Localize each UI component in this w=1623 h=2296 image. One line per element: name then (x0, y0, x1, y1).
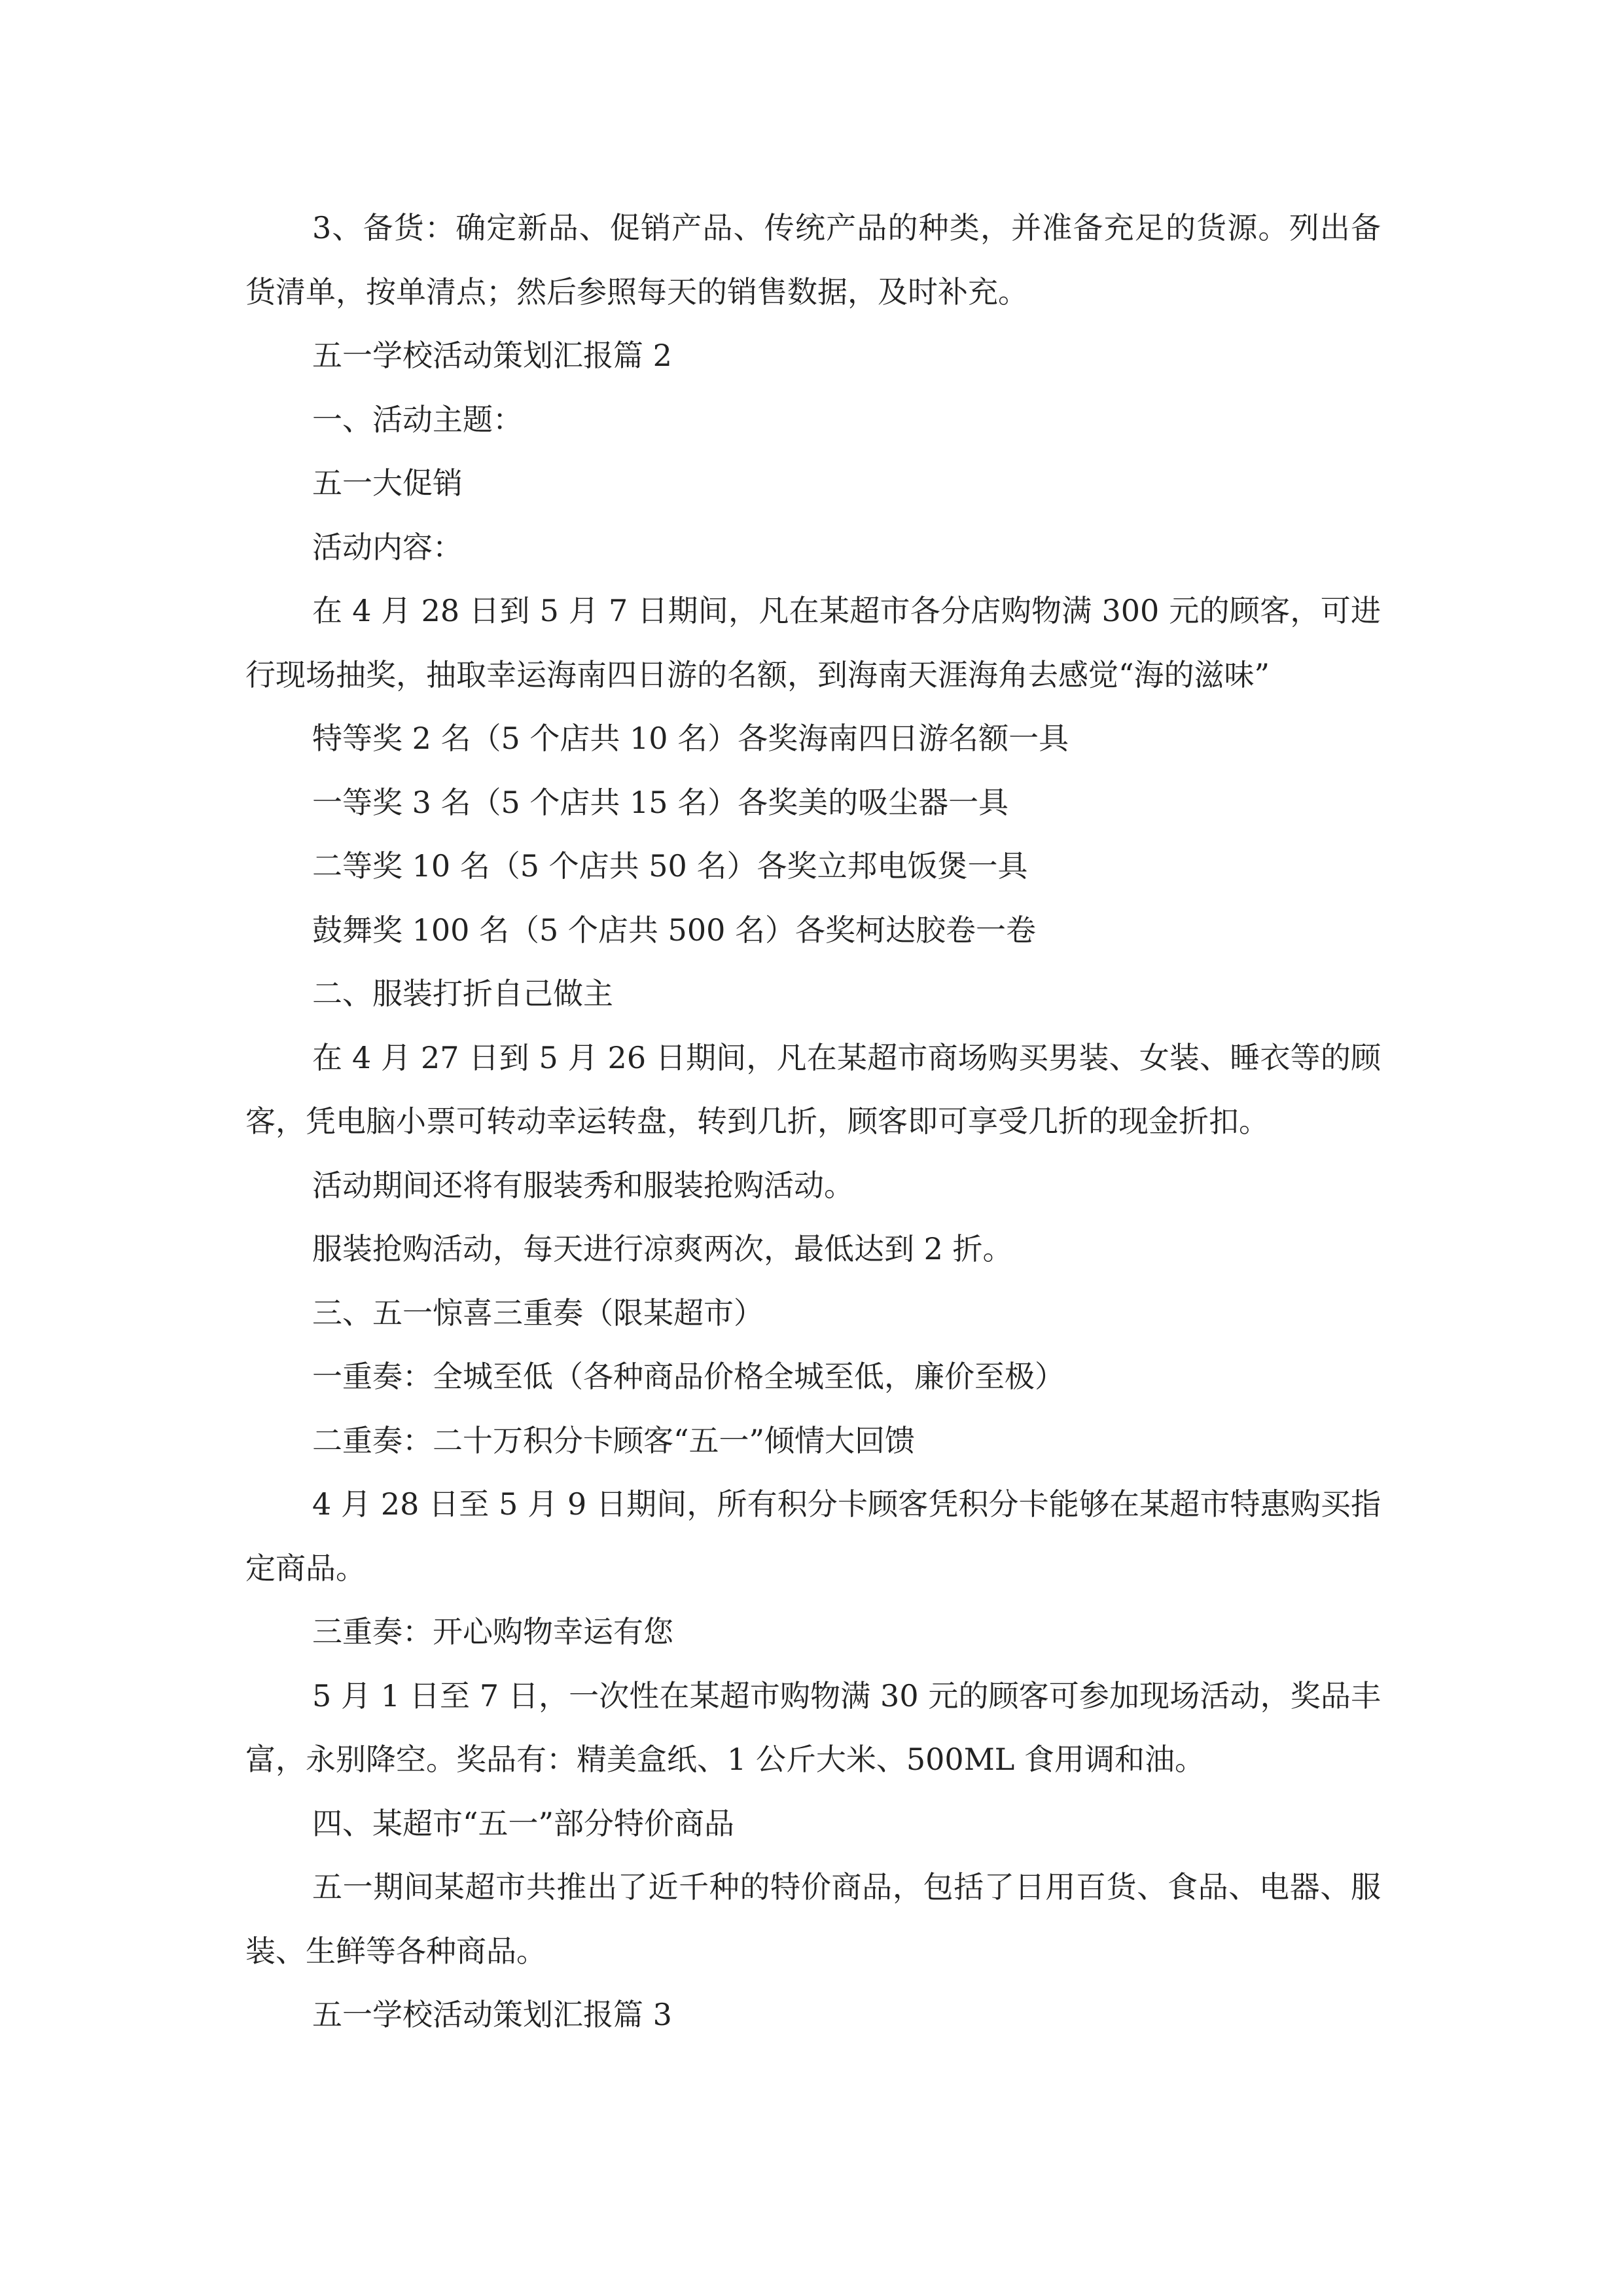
heading-clothing-discount: 二、服装打折自己做主 (312, 976, 613, 1011)
paragraph-fashion-show: 活动期间还将有服装秀和服装抢购活动。 (312, 1167, 854, 1203)
prize-encouragement: 鼓舞奖 100 名（5 个店共 500 名）各奖柯达胶卷一卷 (312, 912, 1036, 948)
paragraph-clothing-discount: 在 4 月 27 日到 5 月 26 日期间，凡在某超市商场购买男装、女装、睡衣等的顾客，凭电脑小票可转动幸运转盘，转到几折，顾客即可享受几折的现金折扣。 (245, 1039, 1381, 1139)
paragraph-special-offers: 五一期间某超市共推出了近千种的特价商品，包括了日用百货、食品、电器、服装、生鲜等各种商品。 (245, 1869, 1381, 1969)
paragraph-first-movement: 一重奏：全城至低（各种商品价格全城至低，廉价至极） (312, 1359, 1065, 1394)
paragraph-lottery-intro: 在 4 月 28 日到 5 月 7 日期间，凡在某超市各分店购物满 300 元的顾客，可进行现场抽奖，抽取幸运海南四日游的名额，到海南天涯海角去感觉“海的滋味” (245, 593, 1381, 692)
heading-activity-theme: 一、活动主题： (312, 401, 523, 437)
paragraph-points-card: 4 月 28 日至 5 月 9 日期间，所有积分卡顾客凭积分卡能够在某超市特惠购买指定商品。 (245, 1486, 1381, 1586)
prize-second: 二等奖 10 名（5 个店共 50 名）各奖立邦电饭煲一具 (312, 848, 1028, 884)
heading-activity-content: 活动内容： (312, 529, 463, 565)
paragraph-theme-name: 五一大促销 (312, 465, 463, 501)
heading-triple-surprise: 三、五一惊喜三重奏（限某超市） (312, 1295, 764, 1331)
paragraph-second-movement: 二重奏：二十万积分卡顾客“五一”倾情大回馈 (312, 1422, 916, 1458)
section-heading-part-3: 五一学校活动策划汇报篇 3 (312, 1997, 672, 2032)
section-heading-part-2: 五一学校活动策划汇报篇 2 (312, 338, 672, 373)
paragraph-stock-prep: 3、备货：确定新品、促销产品、传统产品的种类，并准备充足的货源。列出备货清单，按单清点；然后参照每天的销售数据，及时补充。 (245, 210, 1381, 310)
paragraph-third-movement: 三重奏：开心购物幸运有您 (312, 1614, 673, 1649)
paragraph-flash-sale: 服装抢购活动，每天进行凉爽两次，最低达到 2 折。 (312, 1231, 1013, 1266)
paragraph-onsite-activity: 5 月 1 日至 7 日，一次性在某超市购物满 30 元的顾客可参加现场活动，奖品丰富，永别降空。奖品有：精美盒纸、1 公斤大米、500ML 食用调和油。 (245, 1677, 1381, 1777)
heading-special-offers: 四、某超市“五一”部分特价商品 (312, 1805, 735, 1841)
prize-special: 特等奖 2 名（5 个店共 10 名）各奖海南四日游名额一具 (312, 721, 1069, 756)
prize-first: 一等奖 3 名（5 个店共 15 名）各奖美的吸尘器一具 (312, 784, 1009, 820)
document-body (245, 196, 1381, 2047)
